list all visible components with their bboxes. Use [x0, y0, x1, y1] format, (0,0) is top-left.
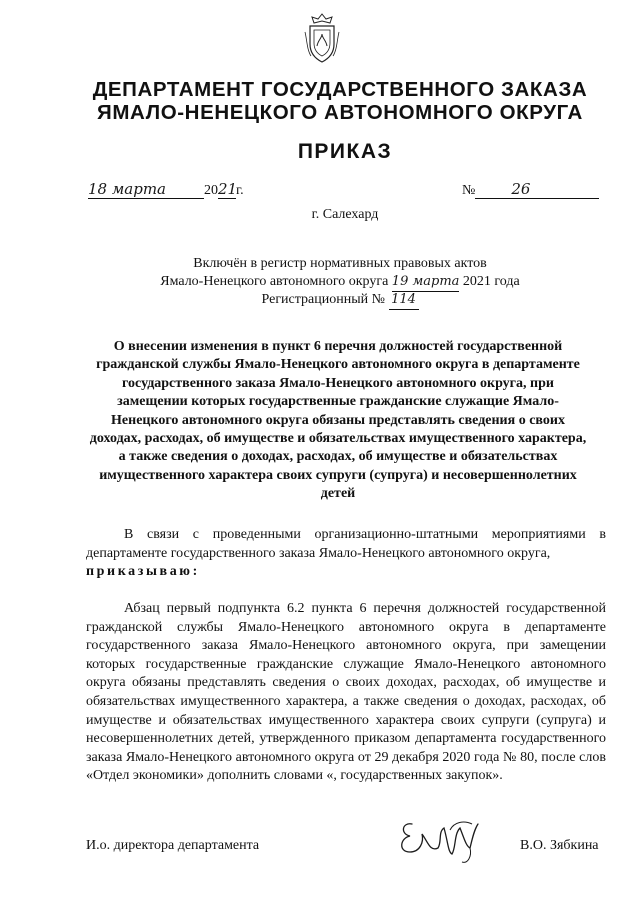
handwritten-signature-icon — [394, 812, 486, 868]
body-paragraph-2-text: Абзац первый подпункта 6.2 пункта 6 перечня должностей государственной гражданской службы Ямало-Ненецкого автономного округа в департаменте государственного заказа Ямало-Ненецкого автономного округа, при замещении которых государственные гражданские служащие Ямало-Ненецкого автономного округа обязаны представлять сведения о своих доходах, расходах, об имуществе и обязательствах имущественного характера, а также сведения о доходах, расходах, об имуществе и обязательствах имущественного характера своих супруги (супруга) и несовершеннолетних детей, утвержденного приказом департамента государственного заказа Ямало-Ненецкого автономного округа от 29 декабря 2020 года № 80, после слов «Отдел экономики» дополнить словами «, государственных закупок». — [86, 601, 606, 784]
registration-number-handwritten: 114 — [389, 291, 419, 310]
document-subject: О внесении изменения в пункт 6 перечня должностей государственной гражданской службы Ямало-Ненецкого автономного округа в департаменте государственного заказа Ямало-Ненецкого автономного округа, при замещении которых государственные гражданские служащие Ямало-Ненецкого автономного округа обязаны представлять сведения о своих доходах, расходах, об имуществе и обязательствах имущественного характера, а также сведения о доходах, расходах, об имуществе и обязательствах имущественного характера своих супруги (супруга) и несовершеннолетних детей — [89, 339, 587, 502]
registration-number-label: Регистрационный № — [261, 292, 385, 307]
org-name-line2: ЯМАЛО-НЕНЕЦКОГО АВТОНОМНОГО ОКРУГА — [97, 101, 583, 124]
year-handwritten: 21 — [218, 180, 238, 198]
org-name-line1: ДЕПАРТАМЕНТ ГОСУДАРСТВЕННОГО ЗАКАЗА — [92, 78, 588, 101]
date-handwritten: 18 марта — [88, 180, 204, 199]
number-label: № — [462, 183, 476, 198]
body-paragraph-1 — [86, 526, 606, 582]
registration-line1: Включён в регистр нормативных правовых актов — [193, 256, 487, 271]
city: г. Салехард — [311, 207, 379, 222]
registration-line2-prefix: Ямало-Ненецкого автономного округа — [160, 274, 389, 289]
order-word: приказываю: — [86, 564, 200, 580]
registration-line2-suffix: 2021 года — [462, 274, 520, 289]
signatory-position: И.о. директора департамента — [86, 838, 260, 853]
body-paragraph-1-text: В связи с проведенными организационно-штатными мероприятиями в департаменте государственного заказа Ямало-Ненецкого автономного округа, — [86, 527, 606, 561]
coat-of-arms-icon — [302, 12, 342, 64]
signatory-name: В.О. Зябкина — [520, 838, 599, 853]
registration-date-handwritten: 19 марта — [392, 273, 460, 292]
body-paragraph-2 — [86, 600, 606, 786]
date-line — [88, 180, 244, 199]
registration-line2 — [110, 273, 570, 292]
number-line — [462, 180, 599, 199]
number-handwritten: 26 — [475, 180, 599, 199]
year-suffix: г. — [236, 183, 244, 198]
registration-line3 — [110, 291, 570, 310]
doc-type-title: ПРИКАЗ — [297, 140, 393, 163]
year-prefix: 20 — [204, 183, 218, 198]
